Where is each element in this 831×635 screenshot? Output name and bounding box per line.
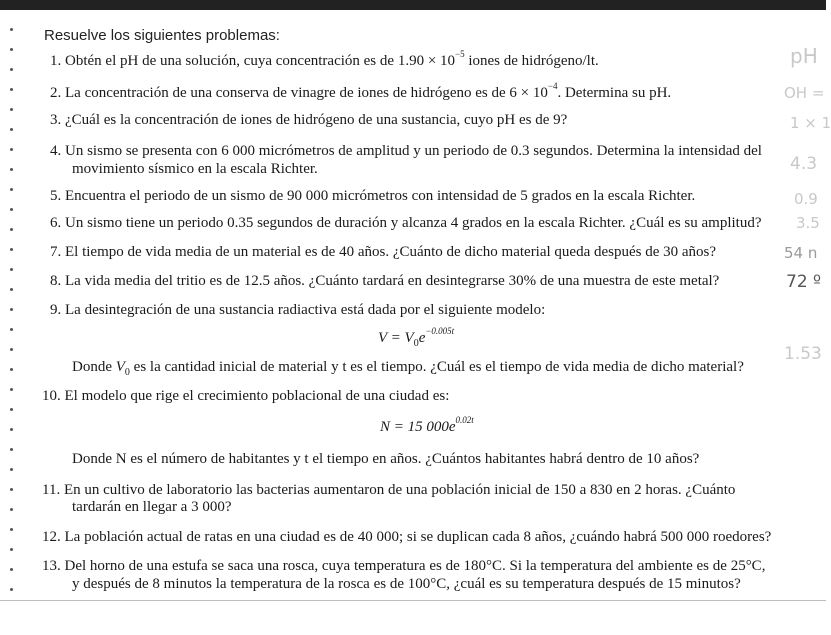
problem-8: 8. La vida media del tritio es de 12.5 años. ¿Cuánto tardará en desintegrarse 30% de una muestra de este metal? [50,273,720,289]
problem-11: 11. En un cultivo de laboratorio las bacterias aumentaron de una población inicial de 150 a 830 en 2 horas. ¿Cuánto [42,482,736,498]
problem-4-continued: movimiento sísmico en la escala Richter. [72,161,318,177]
margin-note-7: 54 n [784,244,818,262]
problem-10: 10. El modelo que rige el crecimiento poblacional de una ciudad es: [42,388,450,404]
problem-13: 13. Del horno de una estufa se saca una rosca, cuya temperatura es de 180°C. Si la temperatura del ambiente es de 25°C, [42,558,766,574]
problem-12: 12. La población actual de ratas en una ciudad es de 40 000; si se duplican cada 8 años, ¿cuándo habrá 500 000 roedores? [42,529,772,545]
margin-note-2: OH = [784,84,825,102]
margin-note-4: 4.3 [790,154,818,174]
top-edge-bar [0,0,826,10]
problem-3: 3. ¿Cuál es la concentración de iones de hidrógeno de una sustancia, cuyo pH es de 9? [50,112,568,128]
problem-1: 1. Obtén el pH de una solución, cuya concentración es de $1.90 \times 10^{-5}$ iones de hidrógeno/lt. [50,49,599,69]
problem-11-continued: tardarán en llegar a 3 000? [72,499,232,515]
concentration-value-2: $6 \times 10^{-4}$ [509,81,558,101]
problem-9: 9. La desintegración de una sustancia radiactiva está dada por el siguiente modelo: [50,302,546,318]
margin-note-1: pH [790,44,818,68]
problem-9-question: Donde $V_0$ es la cantidad inicial de material y t es el tiempo. ¿Cuál es el tiempo de vida media de dicho material? [72,359,744,378]
margin-note-8: 72 º [786,272,822,292]
page-bottom-edge [0,600,826,601]
problem-7: 7. El tiempo de vida media de un material es de 40 años. ¿Cuánto de dicho material queda después de 30 años? [50,244,717,260]
problem-5: 5. Encuentra el periodo de un sismo de 90 000 micrómetros con intensidad de 5 grados en la escala Richter. [50,188,696,204]
page-heading: Resuelve los siguientes problemas: [44,27,280,44]
margin-note-5: 0.9 [794,190,818,208]
binding-dots [0,10,22,630]
problem-4: 4. Un sismo se presenta con 6 000 micrómetros de amplitud y un periodo de 0.3 segundos. Determina la intensidad del [50,143,762,159]
decay-formula: $V = V_0e^{-0.005t}$ [378,326,455,349]
margin-note-9: 1.53 [784,344,822,364]
growth-formula: N = 15 $000e^{0.02t}$ [380,415,474,435]
problem-10-question: Donde N es el número de habitantes y t el tiempo en años. ¿Cuántos habitantes habrá dentro de 10 años? [72,451,700,467]
margin-note-3: 1 × 1 [790,114,831,132]
problem-2: 2. La concentración de una conserva de vinagre de iones de hidrógeno es de $6 \times 10^{-4}$. Determina su pH. [50,81,672,101]
problem-13-continued: y después de 8 minutos la temperatura de la rosca es de 100°C, ¿cuál es su temperatura después de 15 minutos? [72,576,741,592]
margin-note-6: 3.5 [796,214,820,232]
problem-6: 6. Un sismo tiene un periodo 0.35 segundos de duración y alcanza 4 grados en la escala Richter. ¿Cuál es su amplitud? [50,215,762,231]
concentration-value-1: $1.90 \times 10^{-5}$ [397,49,465,69]
